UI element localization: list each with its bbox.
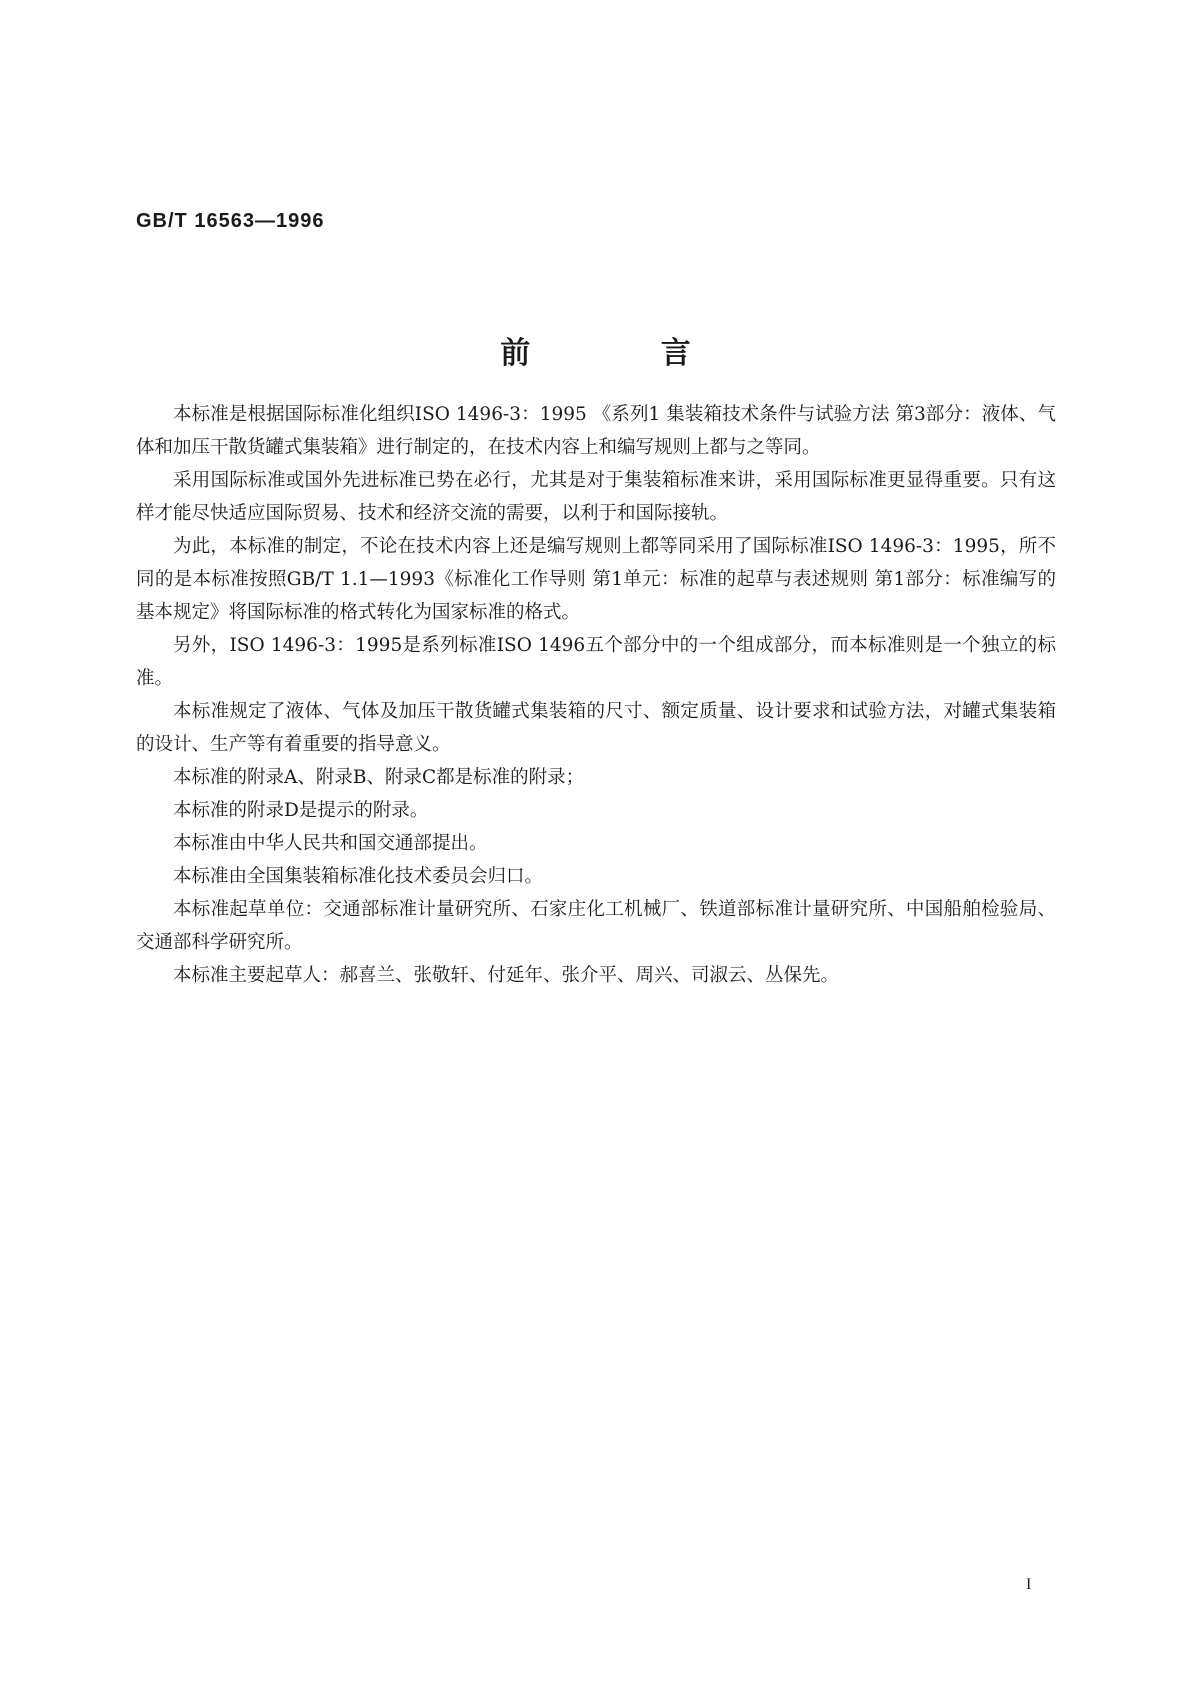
paragraph: 本标准是根据国际标准化组织ISO 1496-3：1995 《系列1 集装箱技术条件与试验方法 第3部分：液体、气体和加压干散货罐式集装箱》进行制定的，在技术内容上和编写规则上都与之等同。 bbox=[136, 404, 1056, 458]
paragraph: 本标准规定了液体、气体及加压干散货罐式集装箱的尺寸、额定质量、设计要求和试验方法，对罐式集装箱的设计、生产等有着重要的指导意义。 bbox=[136, 701, 1056, 755]
paragraph: 为此，本标准的制定，不论在技术内容上还是编写规则上都等同采用了国际标准ISO 1496-3：1995，所不同的是本标准按照GB/T 1.1—1993《标准化工作导则 第1单元：标准的起草与表述规则 第1部分：标准编写的基本规定》将国际标准的格式转化为国家标准的格式。 bbox=[136, 536, 1056, 623]
paragraph: 另外，ISO 1496-3：1995是系列标准ISO 1496五个部分中的一个组成部分，而本标准则是一个独立的标准。 bbox=[136, 635, 1056, 689]
paragraph: 本标准的附录D是提示的附录。 bbox=[173, 800, 429, 821]
standard-code: GB/T 16563—1996 bbox=[136, 210, 325, 232]
paragraph: 本标准由全国集装箱标准化技术委员会归口。 bbox=[173, 866, 544, 887]
paragraph: 本标准主要起草人：郝喜兰、张敬轩、付延年、张介平、周兴、司淑云、丛保先。 bbox=[173, 965, 840, 986]
paragraph: 采用国际标准或国外先进标准已势在必行，尤其是对于集装箱标准来讲，采用国际标准更显得重要。只有这样才能尽快适应国际贸易、技术和经济交流的需要，以利于和国际接轨。 bbox=[136, 470, 1056, 524]
paragraph: 本标准的附录A、附录B、附录C都是标准的附录； bbox=[173, 767, 585, 788]
paragraph: 本标准由中华人民共和国交通部提出。 bbox=[173, 833, 488, 854]
page-title: 前 言 bbox=[500, 336, 751, 371]
page-number: I bbox=[1026, 1576, 1032, 1593]
foreword-body bbox=[136, 398, 1056, 992]
paragraph: 本标准起草单位：交通部标准计量研究所、石家庄化工机械厂、铁道部标准计量研究所、中国船舶检验局、交通部科学研究所。 bbox=[136, 899, 1056, 953]
